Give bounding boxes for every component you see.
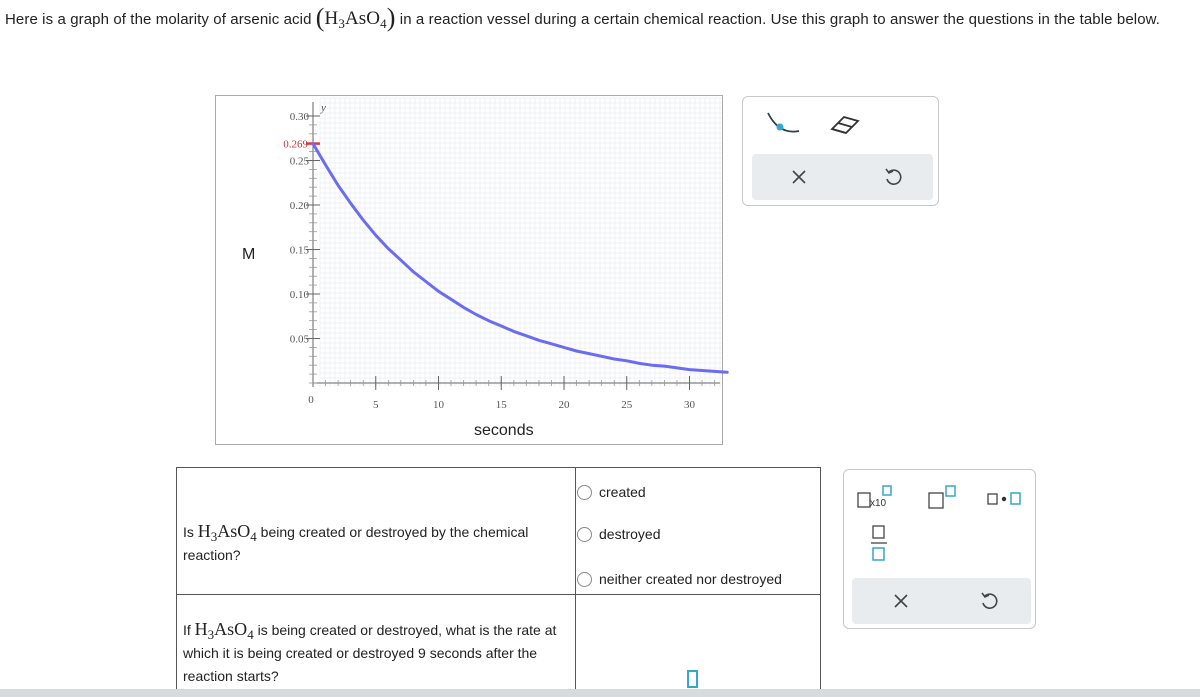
fraction-icon — [869, 522, 889, 566]
graph-container[interactable] — [215, 95, 723, 445]
fraction-button[interactable] — [864, 520, 894, 568]
exponent-icon — [926, 484, 962, 514]
x-tick-label: 30 — [684, 399, 695, 411]
chem-formula: $H_3AsO_4$ — [324, 8, 387, 31]
y-tick-label: 0.05 — [289, 333, 309, 346]
rate-answer-input[interactable] — [687, 670, 698, 688]
undo-answer-button[interactable] — [962, 586, 1016, 616]
eraser-icon — [824, 111, 864, 139]
intro-text-after: in a reaction vessel during a certain chemical reaction. Use this graph to answer the questions in the table below. — [395, 11, 1161, 28]
math-toolbar — [852, 578, 1031, 624]
y-tick-label: 0.15 — [289, 244, 309, 257]
y-tick-label: 0.25 — [289, 155, 309, 168]
graph-tool-panel — [742, 96, 939, 206]
sci-notation-icon — [856, 484, 896, 514]
curve-draw-tool[interactable] — [759, 105, 807, 141]
option-created[interactable]: created — [577, 484, 646, 500]
y-variable-label: y — [321, 102, 326, 114]
exponent-button[interactable] — [926, 484, 962, 514]
undo-icon — [978, 590, 1000, 612]
sci-notation-text: x10 — [870, 498, 887, 509]
question1-cell — [177, 468, 576, 595]
curve-draw-icon — [763, 107, 803, 139]
question2-answer-cell — [576, 595, 821, 692]
clear-answer-button[interactable] — [874, 586, 928, 616]
x-tick-label: 20 — [558, 399, 570, 411]
intro-text-before: Here is a graph of the molarity of arsenic acid — [5, 11, 316, 28]
sci-notation-button[interactable] — [856, 484, 896, 514]
graph-toolbar — [752, 154, 933, 200]
multiply-dot-button[interactable] — [984, 484, 1028, 514]
bottom-scrollbar[interactable] — [0, 689, 1200, 697]
y-tick-label: 0.30 — [289, 111, 309, 123]
y-tick-label: 0.20 — [289, 200, 309, 212]
x-tick-label: 10 — [433, 399, 444, 411]
y-tick-label: 0.10 — [289, 289, 309, 301]
x-tick-label: 25 — [621, 399, 633, 411]
question1-text: Is $H_3AsO_4$ being created or destroyed by the chemical reaction? — [183, 521, 529, 563]
radio-destroyed[interactable] — [577, 527, 592, 542]
x-tick-label: 15 — [495, 399, 507, 411]
radio-neither[interactable] — [577, 572, 592, 587]
undo-icon — [882, 166, 904, 188]
y-axis-label: M — [242, 246, 256, 263]
multiply-dot-icon — [984, 484, 1028, 514]
option-neither[interactable]: neither created nor destroyed — [577, 571, 782, 587]
close-icon — [789, 167, 809, 187]
close-icon — [891, 591, 911, 611]
eraser-tool[interactable] — [819, 109, 869, 141]
radio-created[interactable] — [577, 485, 592, 500]
x-axis-label: seconds — [474, 422, 534, 439]
question2-text: If $H_3AsO_4$ is being created or destroyed, what is the rate at which it is being created or destroyed 9 seconds after the reaction starts? — [183, 619, 557, 684]
option-destroyed[interactable]: destroyed — [577, 526, 660, 542]
undo-graph-button[interactable] — [866, 162, 920, 192]
clear-graph-button[interactable] — [772, 162, 826, 192]
origin-label: 0 — [308, 394, 314, 406]
math-tool-panel — [843, 469, 1036, 629]
highlight-value-label: 0.269 — [283, 138, 308, 151]
problem-intro: Here is a graph of the molarity of arsenic acid $(H_3AsO_4)$ in a reaction vessel during a certain chemical reaction. Use this graph to answer the questions in the table below. — [5, 3, 1161, 32]
x-tick-label: 5 — [373, 399, 379, 411]
question2-cell — [177, 595, 576, 692]
